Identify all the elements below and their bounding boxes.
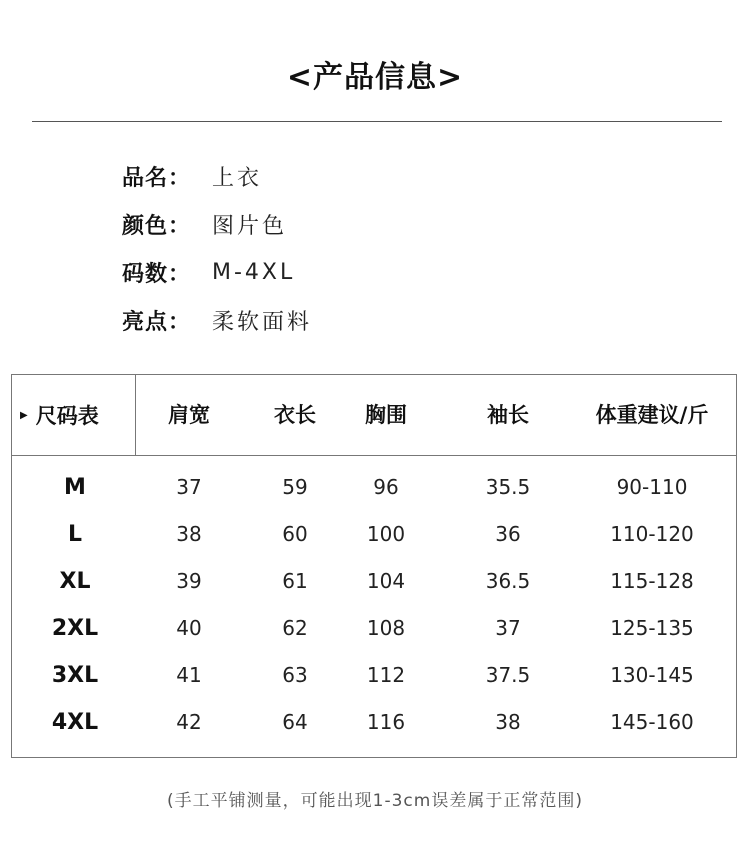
size-cell: 3XL [51,663,99,688]
table-cell: 115-128 [610,569,694,593]
table-row [12,652,736,699]
info-value: 上衣 [212,165,263,191]
size-chart-label: 尺码表 [35,404,99,428]
size-cell: L [67,522,83,547]
info-row-highlight [122,296,312,344]
info-value: 图片色 [212,213,288,239]
table-cell: 112 [366,663,406,687]
table-cell: 39 [176,569,202,593]
size-chart-table [11,374,737,758]
table-cell: 37 [495,616,521,640]
info-value: 柔软面料 [212,309,313,335]
page-title: <产品信息> [286,60,464,95]
table-row [12,511,736,558]
table-cell: 125-135 [610,616,694,640]
table-cell: 38 [176,522,202,546]
table-cell: 104 [366,569,406,593]
table-cell: 110-120 [610,522,694,546]
table-cell: 35.5 [485,475,531,499]
table-cell: 61 [282,569,308,593]
size-chart-corner [12,375,136,455]
table-cell: 36 [495,522,521,546]
header-shoulder: 肩宽 [168,403,210,427]
size-cell: XL [59,569,91,594]
table-cell: 36.5 [485,569,531,593]
info-value: M-4XL [212,259,296,285]
info-row-sizes [122,248,312,296]
table-cell: 116 [366,710,406,734]
product-info-list [122,152,312,344]
size-cell: 4XL [51,710,99,735]
measurement-note: (手工平铺测量，可能出现1-3cm误差属于正常范围) [167,791,583,811]
triangle-right-icon: ▶ [20,409,28,421]
table-cell: 37 [176,475,202,499]
table-cell: 62 [282,616,308,640]
table-cell: 38 [495,710,521,734]
table-cell: 63 [282,663,308,687]
info-row-color [122,200,312,248]
title-divider [32,121,722,122]
table-row [12,699,736,746]
info-label: 颜色： [122,213,192,239]
table-cell: 41 [176,663,202,687]
size-cell: 2XL [51,616,99,641]
info-label: 品名： [122,165,192,191]
table-cell: 40 [176,616,202,640]
table-row [12,605,736,652]
table-cell: 90-110 [616,475,688,499]
table-cell: 59 [282,475,308,499]
table-cell: 96 [373,475,399,499]
table-cell: 64 [282,710,308,734]
info-label: 码数： [122,261,192,287]
table-cell: 145-160 [610,710,694,734]
info-label: 亮点： [122,309,192,335]
table-cell: 60 [282,522,308,546]
table-cell: 130-145 [610,663,694,687]
table-cell: 108 [366,616,406,640]
header-weight: 体重建议/斤 [595,403,709,427]
size-cell: M [64,475,86,500]
table-cell: 37.5 [485,663,531,687]
header-sleeve: 袖长 [487,403,529,427]
header-chest: 胸围 [365,403,407,427]
table-cell: 100 [366,522,406,546]
table-cell: 42 [176,710,202,734]
table-row [12,464,736,511]
header-length: 衣长 [274,403,316,427]
info-row-name [122,152,312,200]
table-header [12,375,736,456]
table-row [12,558,736,605]
